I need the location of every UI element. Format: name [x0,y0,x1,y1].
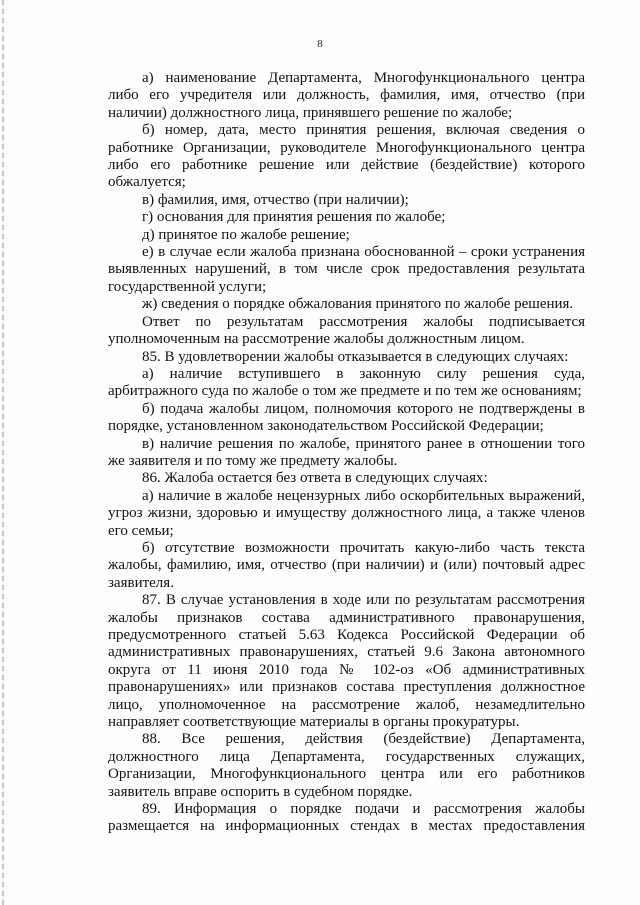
paragraph-85-v: в) наличие решения по жалобе, принятого ранее в отношении того же заявителя и по тому же предмету жалобы. [108,435,585,469]
paragraph-d-decision: д) принятое по жалобе решение; [142,226,350,243]
paragraph-86-b: б) отсутствие возможности прочитать какую-либо часть текста жалобы, фамилию, имя, отчество (при наличии) и (или) почтовый адрес заявителя. [108,539,585,591]
paragraph-b-number-date: б) номер, дата, место принятия решения, включая сведения о работнике Организации, руководителе Многофункционального центра либо его работнике решение или действие (бездействие) которого обжалуется; [108,122,585,191]
paragraph-answer-signed: Ответ по результатам рассмотрения жалобы подписывается уполномоченным на рассмотрение жалобы должностным лицом. [108,313,585,348]
body-text [108,70,585,836]
paragraph-85-heading: 85. В удовлетворении жалобы отказывается в следующих случаях: [142,348,569,365]
paragraph-86-heading: 86. Жалоба остается без ответа в следующих случаях: [142,470,488,487]
scan-edge [2,0,4,905]
paragraph-87: 87. В случае установления в ходе или по результатам рассмотрения жалобы признаков состава административного правонарушения, предусмотренного статьей 5.63 Кодекса Российской Федерации об административных правонарушениях, статьей 9.6 Закона автономного округа от 11 июня 2010 года № 102-оз «Об административных правонарушениях» или признаков состава преступления должностное лицо, уполномоченное на рассмотрение жалоб, незамедлительно направляет соответствующие материалы в органы прокуратуры. [108,592,585,731]
paragraph-85-b: б) подача жалобы лицом, полномочия которого не подтверждены в порядке, установленном законодательством Российской Федерации; [108,400,585,435]
page-number: 8 [317,38,323,50]
paragraph-85-a: а) наличие вступившего в законную силу решения суда, арбитражного суда по жалобе о том же предмете и по тем же основаниям; [108,365,585,400]
paragraph-88: 88. Все решения, действия (бездействие) Департамента, должностного лица Департамента, государственных служащих, Организации, Многофункционального центра или его работников заявитель вправе оспорить в судебном порядке. [108,731,585,800]
paragraph-zh-appeal: ж) сведения о порядке обжалования принятого по жалобе решения. [142,296,574,313]
paragraph-e-terms: е) в случае если жалоба признана обоснованной – сроки устранения выявленных нарушений, в том числе срок предоставления результата государственной услуги; [108,244,585,295]
paragraph-86-a: а) наличие в жалобе нецензурных либо оскорбительных выражений, угроз жизни, здоровью и имуществу должностного лица, а также членов его семьи; [108,487,585,539]
paragraph-v-fio: в) фамилия, имя, отчество (при наличии); [142,191,409,208]
paragraph-89: 89. Информация о порядке подачи и рассмотрения жалобы размещается на информационных стендах в местах предоставления [108,801,585,835]
paragraph-g-grounds: г) основания для принятия решения по жалобе; [142,209,446,226]
paragraph-a-name: а) наименование Департамента, Многофункционального центра либо его учредителя или должность, фамилия, имя, отчество (при наличии) должностного лица, принявшего решение по жалобе; [108,70,585,121]
